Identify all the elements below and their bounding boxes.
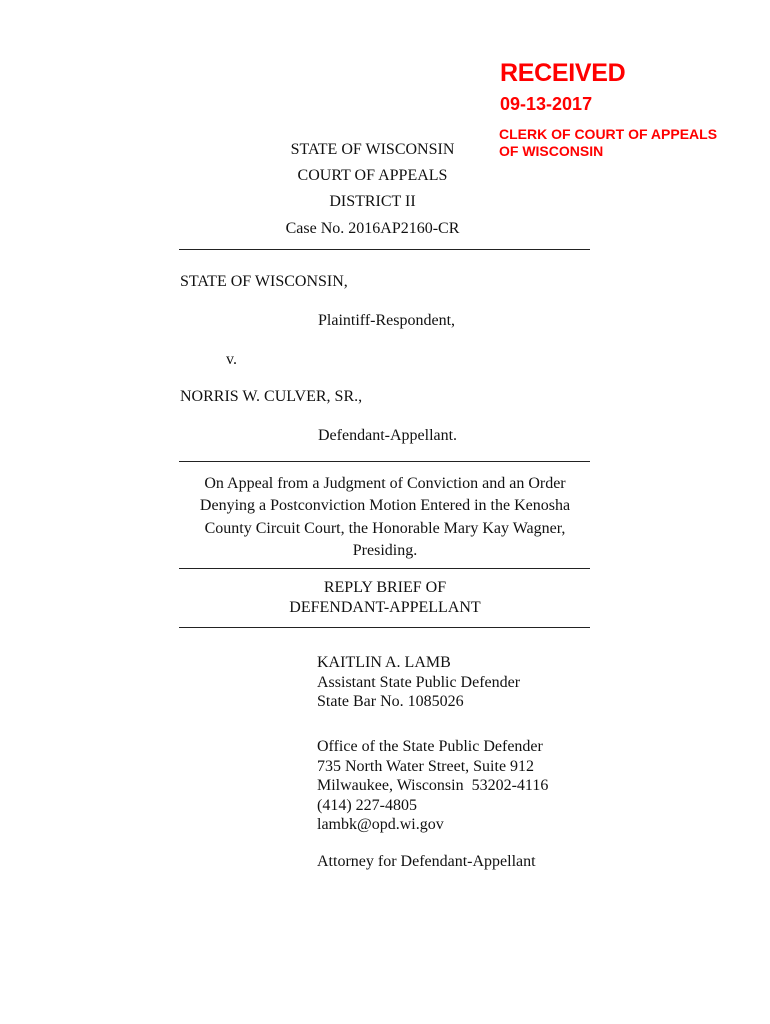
brief-title <box>180 578 590 618</box>
received-stamp-date: 09-13-2017 <box>500 94 593 114</box>
appeal-description-line: On Appeal from a Judgment of Conviction and an Order <box>204 475 566 492</box>
caption-case-number: Case No. 2016AP2160-CR <box>285 220 460 237</box>
appeal-description-line: County Circuit Court, the Honorable Mary Kay Wagner, <box>204 519 566 537</box>
appeal-description <box>180 473 590 562</box>
defendant-role: Defendant-Appellant. <box>318 427 458 444</box>
office-block <box>317 737 548 835</box>
caption-court: COURT OF APPEALS <box>297 167 448 184</box>
clerk-line-2: OF WISCONSIN <box>499 143 604 159</box>
office-street: 735 North Water Street, Suite 912 <box>317 757 535 775</box>
received-stamp-title: RECEIVED <box>500 59 626 87</box>
caption-state: STATE OF WISCONSIN <box>290 141 455 158</box>
defendant-name: NORRIS W. CULVER, SR., <box>180 388 363 405</box>
divider-rule <box>179 249 590 250</box>
appeal-description-line: Denying a Postconviction Motion Entered in the Kenosha <box>199 497 571 515</box>
brief-title-line: DEFENDANT-APPELLANT <box>289 599 481 616</box>
office-city: Milwaukee, Wisconsin 53202-4116 <box>317 777 549 794</box>
clerk-line-1: CLERK OF COURT OF APPEALS <box>499 126 718 142</box>
office-email: lambk@opd.wi.gov <box>317 816 444 833</box>
plaintiff-role: Plaintiff-Respondent, <box>318 312 456 329</box>
attorney-bar-number: State Bar No. 1085026 <box>317 693 464 710</box>
attorney-block <box>317 653 520 712</box>
attorney-name: KAITLIN A. LAMB <box>317 654 451 671</box>
attorney-title: Assistant State Public Defender <box>317 673 521 691</box>
office-phone: (414) 227-4805 <box>317 796 417 814</box>
divider-rule <box>179 568 590 569</box>
caption-district: DISTRICT II <box>329 193 416 210</box>
plaintiff-name: STATE OF WISCONSIN, <box>180 273 348 290</box>
brief-title-line: REPLY BRIEF OF <box>323 579 447 596</box>
appeal-description-line: Presiding. <box>352 541 418 559</box>
office-name: Office of the State Public Defender <box>317 738 543 755</box>
versus-label: v. <box>226 351 237 368</box>
divider-rule <box>179 627 590 628</box>
divider-rule <box>179 461 590 462</box>
attorney-for-label: Attorney for Defendant-Appellant <box>317 853 536 870</box>
